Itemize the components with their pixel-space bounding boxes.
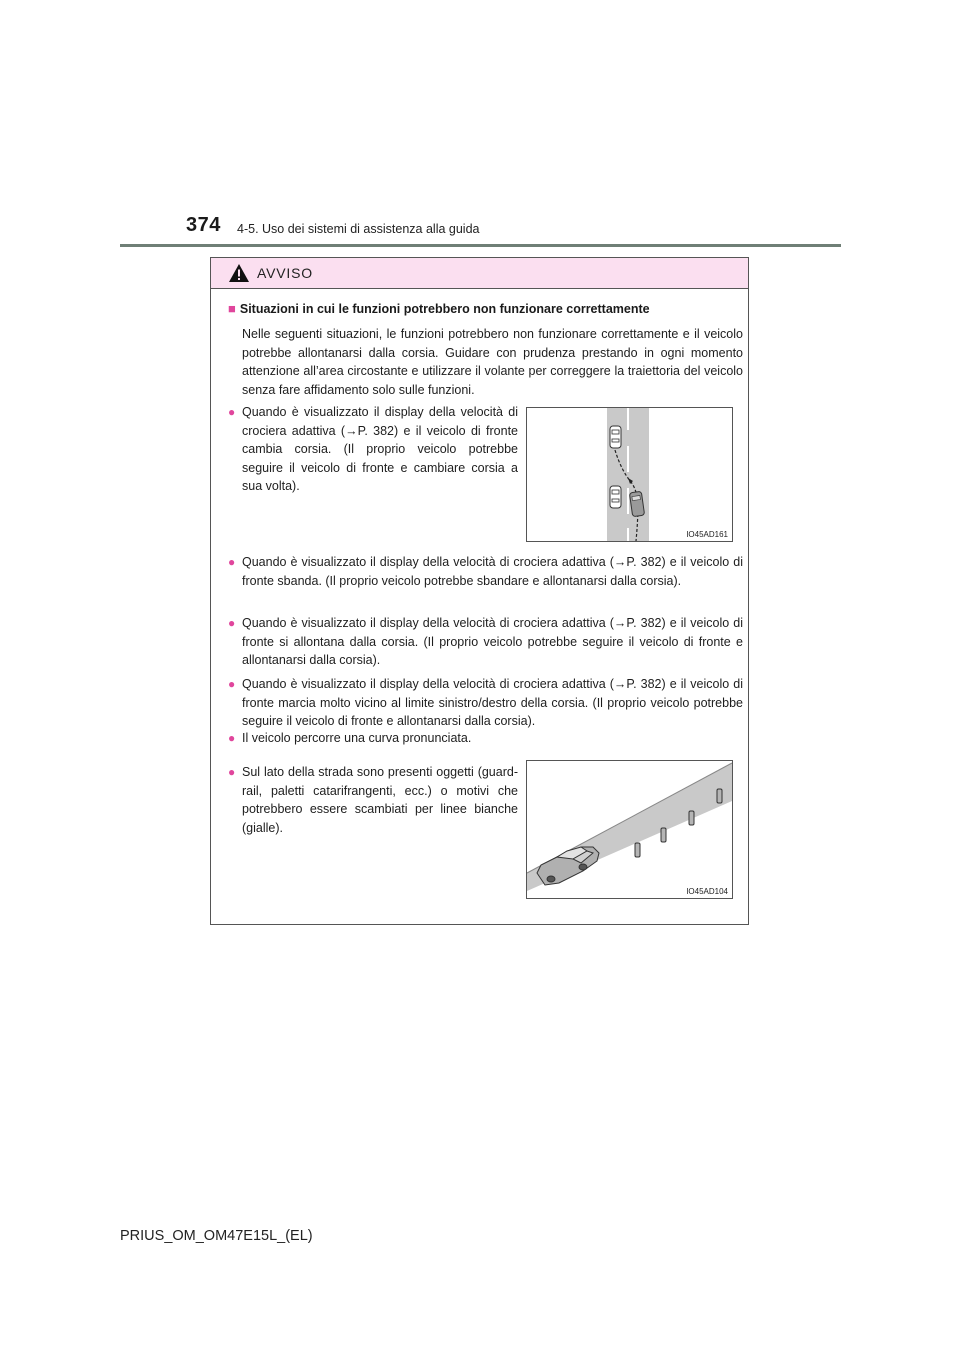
bullet-dot-icon: ●: [228, 555, 236, 569]
bullet-item-4: Quando è visualizzato il display della velocità di crociera adattiva (→P. 382) e il veicolo di fronte marcia molto vicino al limite sinistro/destro della corsia. (Il proprio veicolo potrebbe seguire il veicolo di fronte e allontanarsi dalla corsia).: [242, 677, 743, 728]
bullet-dot-icon: ●: [228, 405, 236, 419]
roadside-objects-illustration: [527, 761, 732, 898]
warning-subheading: [228, 301, 650, 316]
bullet-item-1: Quando è visualizzato il display della velocità di crociera adattiva (→P. 382) e il veicolo di fronte cambia corsia. (Il proprio veicolo potrebbe seguire il veicolo di fronte e cambiare corsia a sua volta).: [242, 405, 518, 493]
square-bullet-icon: ■: [228, 301, 236, 316]
bullet-dot-icon: ●: [228, 765, 236, 779]
bullet-item-2: Quando è visualizzato il display della velocità di crociera adattiva (→P. 382) e il veicolo di fronte sbanda. (Il proprio veicolo potrebbe sbandare e allontanarsi dalla corsia).: [242, 555, 743, 588]
warning-title: AVVISO: [257, 265, 313, 281]
bullet-dot-icon: ●: [228, 616, 236, 630]
warning-triangle-icon: [228, 263, 250, 283]
warning-box: [210, 257, 749, 925]
figure-code: IO45AD104: [686, 887, 728, 896]
intro-paragraph: Nelle seguenti situazioni, le funzioni potrebbero non funzionare correttamente e il veicolo potrebbe allontanarsi dalla corsia. Guidare con prudenza prestando in ogni momento attenzione all’area circostante e utilizzare il volante per correggere la traiettoria del veicolo senza fare affidamento solo sulle funzioni.: [242, 327, 743, 397]
subheading-text: Situazioni in cui le funzioni potrebbero non funzionare correttamente: [239, 302, 650, 316]
header-rule: [120, 244, 841, 247]
bullet-item-5: Il veicolo percorre una curva pronunciata.: [242, 731, 472, 745]
warning-header: [211, 258, 748, 289]
figure-code: IO45AD161: [686, 530, 728, 539]
bullet-dot-icon: ●: [228, 677, 236, 691]
lane-change-figure: [526, 407, 733, 542]
lane-change-illustration: [527, 408, 732, 541]
section-title: 4-5. Uso dei sistemi di assistenza alla guida: [237, 222, 480, 236]
page-number: 374: [186, 214, 221, 236]
bullet-item-3: Quando è visualizzato il display della velocità di crociera adattiva (→P. 382) e il veicolo di fronte si allontana dalla corsia. (Il proprio veicolo potrebbe seguire il veicolo di fronte e allontanarsi dalla corsia).: [242, 616, 743, 667]
bullet-dot-icon: ●: [228, 731, 236, 745]
roadside-objects-figure: [526, 760, 733, 899]
bullet-item-6: Sul lato della strada sono presenti oggetti (guard-rail, paletti catarifrangenti, ecc.) o motivi che potrebbero essere scambiati per linee bianche (gialle).: [242, 765, 518, 835]
footer-doc-code: PRIUS_OM_OM47E15L_(EL): [120, 1228, 313, 1244]
